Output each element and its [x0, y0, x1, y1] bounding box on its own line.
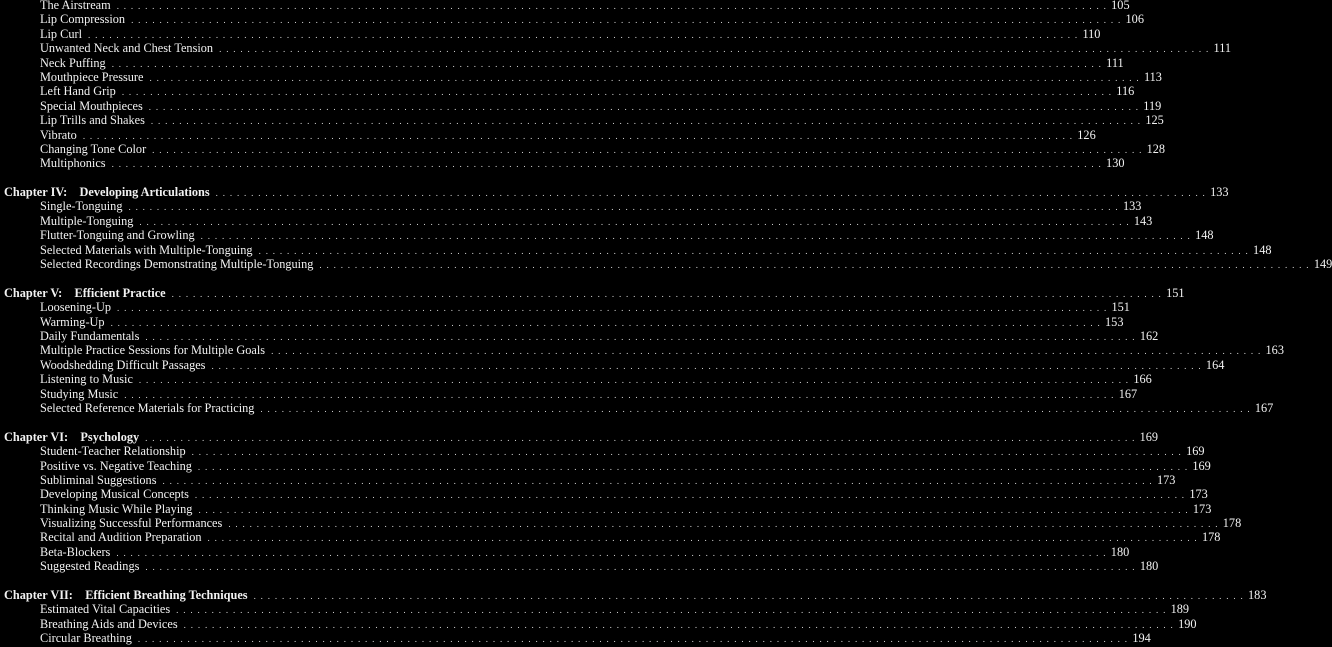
- page-number: 128: [1146, 141, 1166, 156]
- dot-leader: . . . . . . . . . . . . . . . . . . . . . . . . . . . . . . . . . . . . . . . . . . . . . . . . . . . . . . . . . . . . . . . . . . . . . . . . . . . . . . . . . . . . . . . . . . . . . . . . . . . . . . . . . . . . . . . . . . . . . . . . . . . . . . . . . . . . . . . . . . . .: [145, 331, 1136, 342]
- toc-entry-listening-to-music: [4, 372, 1152, 387]
- entry-title: Circular Breathing: [40, 631, 132, 646]
- dot-leader: . . . . . . . . . . . . . . . . . . . . . . . . . . . . . . . . . . . . . . . . . . . . . . . . . . . . . . . . . . . . . . . . . . . . . . . . . . . . . . . . . . . . . . . . . . . . . . . . . . . . . . . . . . . . . . . . . . . . . . . . . . . . . . . . . . . . . . . . . . . .: [176, 605, 1167, 616]
- dot-leader: . . . . . . . . . . . . . . . . . . . . . . . . . . . . . . . . . . . . . . . . . . . . . . . . . . . . . . . . . . . . . . . . . . . . . . . . . . . . . . . . . . . . . . . . . . . . . . . . . . . . . . . . . . . . . . . . . . . . . . . . . . . . . . . . . . . . . . . . . . . .: [145, 562, 1136, 573]
- dot-leader: . . . . . . . . . . . . . . . . . . . . . . . . . . . . . . . . . . . . . . . . . . . . . . . . . . . . . . . . . . . . . . . . . . . . . . . . . . . . . . . . . . . . . . . . . . . . . . . . . . . . . . . . . . . . . . . . . . . . . . . . . . . . . . . . . . . . . . . . . . . .: [110, 317, 1102, 328]
- page-number: 105: [1111, 0, 1130, 12]
- toc-entry-the-airstream: [4, 0, 1130, 12]
- entry-title: Loosening-Up: [40, 300, 112, 315]
- toc-entry-selected-materials-with-multiple-tonguing: [4, 242, 1272, 257]
- entry-title: Special Mouthpieces: [40, 98, 143, 113]
- page-number: 116: [1116, 84, 1135, 99]
- dot-leader: . . . . . . . . . . . . . . . . . . . . . . . . . . . . . . . . . . . . . . . . . . . . . . . . . . . . . . . . . . . . . . . . . . . . . . . . . . . . . . . . . . . . . . . . . . . . . . . . . . . . . . . . . . . . . . . . . . . . . . . . . . . . . . . . . . . . . . . . . . . .: [111, 58, 1103, 69]
- entry-title: Multiple-Tonguing: [40, 213, 134, 228]
- page-number: 166: [1133, 372, 1152, 387]
- entry-title: Left Hand Grip: [40, 84, 116, 99]
- dot-leader: . . . . . . . . . . . . . . . . . . . . . . . . . . . . . . . . . . . . . . . . . . . . . . . . . . . . . . . . . . . . . . . . . . . . . . . . . . . . . . . . . . . . . . . . . . . . . . . . . . . . . . . . . . . . . . . . . . . . . . . . . . . . . . . . . . . . . . . . . . . .: [117, 303, 1108, 314]
- entry-title: Estimated Vital Capacities: [40, 602, 171, 617]
- dot-leader: . . . . . . . . . . . . . . . . . . . . . . . . . . . . . . . . . . . . . . . . . . . . . . . . . . . . . . . . . . . . . . . . . . . . . . . . . . . . . . . . . . . . . . . . . . . . . . . . . . . . . . . . . . . . . . . . . . . . . . . . . . . . . . . . . . . . . . . . . . . .: [219, 44, 1210, 55]
- chapter-heading-chapter-vi-psychology: [4, 429, 1159, 444]
- dot-leader: . . . . . . . . . . . . . . . . . . . . . . . . . . . . . . . . . . . . . . . . . . . . . . . . . . . . . . . . . . . . . . . . . . . . . . . . . . . . . . . . . . . . . . . . . . . . . . . . . . . . . . . . . . . . . . . . . . . . . . . . . . . . . . . . . . . . . . . . . . . .: [253, 591, 1245, 602]
- section-spacer: [4, 171, 464, 185]
- chapter-title: Chapter V: Efficient Practice: [4, 285, 166, 300]
- toc-entry-unwanted-neck-and-chest-tension: [4, 41, 1232, 56]
- dot-leader: . . . . . . . . . . . . . . . . . . . . . . . . . . . . . . . . . . . . . . . . . . . . . . . . . . . . . . . . . . . . . . . . . . . . . . . . . . . . . . . . . . . . . . . . . . . . . . . . . . . . . . . . . . . . . . . . . . . . . . . . . . . . . . . . . . . . . . . . . . . .: [149, 72, 1140, 83]
- page-number: 167: [1254, 400, 1274, 415]
- dot-leader: . . . . . . . . . . . . . . . . . . . . . . . . . . . . . . . . . . . . . . . . . . . . . . . . . . . . . . . . . . . . . . . . . . . . . . . . . . . . . . . . . . . . . . . . . . . . . . . . . . . . . . . . . . . . . . . . . . . . . . . . . . . . . . . . . . . . . . . . . . . .: [137, 634, 1129, 645]
- page-number: 180: [1139, 559, 1159, 574]
- dot-leader: . . . . . . . . . . . . . . . . . . . . . . . . . . . . . . . . . . . . . . . . . . . . . . . . . . . . . . . . . . . . . . . . . . . . . . . . . . . . . . . . . . . . . . . . . . . . . . . . . . . . . . . . . . . . . . . . . . . . . . . . . . . . . . . . . . . . . . . . . . . .: [124, 389, 1115, 400]
- entry-title: Thinking Music While Playing: [40, 501, 193, 516]
- dot-leader: . . . . . . . . . . . . . . . . . . . . . . . . . . . . . . . . . . . . . . . . . . . . . . . . . . . . . . . . . . . . . . . . . . . . . . . . . . . . . . . . . . . . . . . . . . . . . . . . . . . . . . . . . . . . . . . . . . . . . . . . . . . . . . . . . . . . . . . . . . . .: [198, 504, 1189, 515]
- dot-leader: . . . . . . . . . . . . . . . . . . . . . . . . . . . . . . . . . . . . . . . . . . . . . . . . . . . . . . . . . . . . . . . . . . . . . . . . . . . . . . . . . . . . . . . . . . . . . . . . . . . . . . . . . . . . . . . . . . . . . . . . . . . . . . . . . . . . . . . . . . . .: [200, 231, 1192, 242]
- toc-entry-warming-up: [4, 314, 1124, 329]
- dot-leader: . . . . . . . . . . . . . . . . . . . . . . . . . . . . . . . . . . . . . . . . . . . . . . . . . . . . . . . . . . . . . . . . . . . . . . . . . . . . . . . . . . . . . . . . . . . . . . . . . . . . . . . . . . . . . . . . . . . . . . . . . . . . . . . . . . . . . . . . . . . .: [215, 188, 1207, 199]
- dot-leader: . . . . . . . . . . . . . . . . . . . . . . . . . . . . . . . . . . . . . . . . . . . . . . . . . . . . . . . . . . . . . . . . . . . . . . . . . . . . . . . . . . . . . . . . . . . . . . . . . . . . . . . . . . . . . . . . . . . . . . . . . . . . . . . . . . . . . . . . . . . .: [207, 533, 1198, 544]
- page-number: 162: [1139, 328, 1159, 343]
- dot-leader: . . . . . . . . . . . . . . . . . . . . . . . . . . . . . . . . . . . . . . . . . . . . . . . . . . . . . . . . . . . . . . . . . . . . . . . . . . . . . . . . . . . . . . . . . . . . . . . . . . . . . . . . . . . . . . . . . . . . . . . . . . . . . . . . . . . . . . . . . . . .: [191, 447, 1183, 458]
- chapter-title: Chapter VI: Psychology: [4, 429, 140, 444]
- page-number: 113: [1143, 69, 1162, 84]
- page-number: 153: [1105, 314, 1124, 329]
- entry-title: Suggested Readings: [40, 559, 140, 574]
- toc-entry-special-mouthpieces: [4, 98, 1162, 113]
- entry-title: Studying Music: [40, 386, 119, 401]
- toc-entry-mouthpiece-pressure: [4, 69, 1162, 84]
- dot-leader: . . . . . . . . . . . . . . . . . . . . . . . . . . . . . . . . . . . . . . . . . . . . . . . . . . . . . . . . . . . . . . . . . . . . . . . . . . . . . . . . . . . . . . . . . . . . . . . . . . . . . . . . . . . . . . . . . . . . . . . . . . . . . . . . . . . . . . . . . . . .: [128, 202, 1119, 213]
- entry-title: Listening to Music: [40, 372, 133, 387]
- page-number: 169: [1186, 444, 1205, 459]
- page-number: 151: [1111, 300, 1130, 315]
- dot-leader: . . . . . . . . . . . . . . . . . . . . . . . . . . . . . . . . . . . . . . . . . . . . . . . . . . . . . . . . . . . . . . . . . . . . . . . . . . . . . . . . . . . . . . . . . . . . . . . . . . . . . . . . . . . . . . . . . . . . . . . . . . . . . . . . . . . . . . . . . . . .: [319, 260, 1310, 271]
- page-number: 189: [1170, 602, 1190, 617]
- dot-leader: . . . . . . . . . . . . . . . . . . . . . . . . . . . . . . . . . . . . . . . . . . . . . . . . . . . . . . . . . . . . . . . . . . . . . . . . . . . . . . . . . . . . . . . . . . . . . . . . . . . . . . . . . . . . . . . . . . . . . . . . . . . . . . . . . . . . . . . . . . . .: [271, 346, 1262, 357]
- entry-title: Lip Trills and Shakes: [40, 113, 145, 128]
- entry-title: The Airstream: [40, 0, 111, 12]
- toc-entry-developing-musical-concepts: [4, 487, 1208, 502]
- section-spacer: [4, 574, 464, 588]
- dot-leader: . . . . . . . . . . . . . . . . . . . . . . . . . . . . . . . . . . . . . . . . . . . . . . . . . . . . . . . . . . . . . . . . . . . . . . . . . . . . . . . . . . . . . . . . . . . . . . . . . . . . . . . . . . . . . . . . . . . . . . . . . . . . . . . . . . . . . . . . . . . .: [194, 490, 1186, 501]
- toc-entry-multiple-practice-sessions-for-multiple-goals: [4, 343, 1284, 358]
- dot-leader: . . . . . . . . . . . . . . . . . . . . . . . . . . . . . . . . . . . . . . . . . . . . . . . . . . . . . . . . . . . . . . . . . . . . . . . . . . . . . . . . . . . . . . . . . . . . . . . . . . . . . . . . . . . . . . . . . . . . . . . . . . . . . . . . . . . . . . . . . . . .: [162, 475, 1153, 486]
- toc-entry-multiple-tonguing: [4, 213, 1153, 228]
- toc-entry-woodshedding-difficult-passages: [4, 357, 1225, 372]
- dot-leader: . . . . . . . . . . . . . . . . . . . . . . . . . . . . . . . . . . . . . . . . . . . . . . . . . . . . . . . . . . . . . . . . . . . . . . . . . . . . . . . . . . . . . . . . . . . . . . . . . . . . . . . . . . . . . . . . . . . . . . . . . . . . . . . . . . . . . . . . . . . .: [148, 101, 1140, 112]
- page-number: 125: [1145, 113, 1164, 128]
- page-number: 133: [1210, 185, 1229, 200]
- toc-entry-lip-trills-and-shakes: [4, 113, 1164, 128]
- entry-title: Warming-Up: [40, 314, 105, 329]
- toc-entry-thinking-music-while-playing: [4, 501, 1212, 516]
- toc-entry-multiphonics: [4, 156, 1125, 171]
- page-number: 178: [1201, 530, 1221, 545]
- toc-entry-flutter-tonguing-and-growling: [4, 228, 1214, 243]
- page-number: 148: [1195, 228, 1214, 243]
- page-number: 126: [1077, 127, 1096, 142]
- page-number: 111: [1106, 55, 1124, 70]
- entry-title: Neck Puffing: [40, 55, 106, 70]
- page-number: 111: [1213, 41, 1232, 56]
- entry-title: Unwanted Neck and Chest Tension: [40, 41, 214, 56]
- toc-entry-estimated-vital-capacities: [4, 602, 1190, 617]
- page-number: 173: [1189, 487, 1208, 502]
- toc-entry-selected-reference-materials-for-practicing: [4, 400, 1274, 415]
- entry-title: Selected Reference Materials for Practicing: [40, 400, 255, 415]
- toc-entry-left-hand-grip: [4, 84, 1135, 99]
- page-number: 178: [1222, 516, 1242, 531]
- entry-title: Daily Fundamentals: [40, 328, 140, 343]
- toc-entry-subliminal-suggestions: [4, 472, 1176, 487]
- dot-leader: . . . . . . . . . . . . . . . . . . . . . . . . . . . . . . . . . . . . . . . . . . . . . . . . . . . . . . . . . . . . . . . . . . . . . . . . . . . . . . . . . . . . . . . . . . . . . . . . . . . . . . . . . . . . . . . . . . . . . . . . . . . . . . . . . . . . . . . . . . . .: [116, 1, 1108, 11]
- entry-title: Selected Materials with Multiple-Tonguing: [40, 242, 253, 257]
- dot-leader: . . . . . . . . . . . . . . . . . . . . . . . . . . . . . . . . . . . . . . . . . . . . . . . . . . . . . . . . . . . . . . . . . . . . . . . . . . . . . . . . . . . . . . . . . . . . . . . . . . . . . . . . . . . . . . . . . . . . . . . . . . . . . . . . . . . . . . . . . . . .: [88, 29, 1079, 40]
- toc-entry-neck-puffing: [4, 55, 1124, 70]
- entry-title: Student-Teacher Relationship: [40, 444, 186, 459]
- dot-leader: . . . . . . . . . . . . . . . . . . . . . . . . . . . . . . . . . . . . . . . . . . . . . . . . . . . . . . . . . . . . . . . . . . . . . . . . . . . . . . . . . . . . . . . . . . . . . . . . . . . . . . . . . . . . . . . . . . . . . . . . . . . . . . . . . . . . . . . . . . . .: [138, 375, 1130, 386]
- entry-title: Multiphonics: [40, 156, 106, 171]
- page-number: 149: [1313, 257, 1332, 272]
- entry-title: Subliminal Suggestions: [40, 472, 157, 487]
- toc-entry-breathing-aids-and-devices: [4, 616, 1197, 631]
- dot-leader: . . . . . . . . . . . . . . . . . . . . . . . . . . . . . . . . . . . . . . . . . . . . . . . . . . . . . . . . . . . . . . . . . . . . . . . . . . . . . . . . . . . . . . . . . . . . . . . . . . . . . . . . . . . . . . . . . . . . . . . . . . . . . . . . . . . . . . . . . . . .: [82, 130, 1074, 141]
- chapter-title: Chapter IV: Developing Articulations: [4, 185, 210, 200]
- entry-title: Recital and Audition Preparation: [40, 530, 202, 545]
- toc-entry-positive-vs-negative-teaching: [4, 458, 1211, 473]
- dot-leader: . . . . . . . . . . . . . . . . . . . . . . . . . . . . . . . . . . . . . . . . . . . . . . . . . . . . . . . . . . . . . . . . . . . . . . . . . . . . . . . . . . . . . . . . . . . . . . . . . . . . . . . . . . . . . . . . . . . . . . . . . . . . . . . . . . . . . . . . . . . .: [260, 403, 1251, 414]
- dot-leader: . . . . . . . . . . . . . . . . . . . . . . . . . . . . . . . . . . . . . . . . . . . . . . . . . . . . . . . . . . . . . . . . . . . . . . . . . . . . . . . . . . . . . . . . . . . . . . . . . . . . . . . . . . . . . . . . . . . . . . . . . . . . . . . . . . . . . . . . . . . .: [150, 116, 1142, 127]
- page-number: 169: [1139, 429, 1159, 444]
- section-spacer: [4, 415, 464, 429]
- dot-leader: . . . . . . . . . . . . . . . . . . . . . . . . . . . . . . . . . . . . . . . . . . . . . . . . . . . . . . . . . . . . . . . . . . . . . . . . . . . . . . . . . . . . . . . . . . . . . . . . . . . . . . . . . . . . . . . . . . . . . . . . . . . . . . . . . . . . . . . . . . . .: [211, 360, 1202, 371]
- entry-title: Flutter-Tonguing and Growling: [40, 228, 195, 243]
- page-number: 164: [1205, 357, 1225, 372]
- page-number: 173: [1156, 472, 1176, 487]
- entry-title: Vibrato: [40, 127, 77, 142]
- table-of-contents: [4, 0, 1332, 646]
- toc-entry-beta-blockers: [4, 544, 1130, 559]
- toc-entry-changing-tone-color: [4, 141, 1166, 156]
- toc-entry-lip-curl: [4, 26, 1101, 41]
- entry-title: Lip Curl: [40, 26, 83, 41]
- toc-entry-recital-and-audition-preparation: [4, 530, 1221, 545]
- page-number: 173: [1192, 501, 1212, 516]
- entry-title: Selected Recordings Demonstrating Multiple-Tonguing: [40, 257, 314, 272]
- toc-entry-studying-music: [4, 386, 1138, 401]
- dot-leader: . . . . . . . . . . . . . . . . . . . . . . . . . . . . . . . . . . . . . . . . . . . . . . . . . . . . . . . . . . . . . . . . . . . . . . . . . . . . . . . . . . . . . . . . . . . . . . . . . . . . . . . . . . . . . . . . . . . . . . . . . . . . . . . . . . . . . . . . . . . .: [111, 159, 1103, 170]
- entry-title: Positive vs. Negative Teaching: [40, 458, 192, 473]
- page-number: 180: [1110, 544, 1130, 559]
- toc-entry-student-teacher-relationship: [4, 444, 1205, 459]
- page-number: 194: [1132, 631, 1151, 646]
- dot-leader: . . . . . . . . . . . . . . . . . . . . . . . . . . . . . . . . . . . . . . . . . . . . . . . . . . . . . . . . . . . . . . . . . . . . . . . . . . . . . . . . . . . . . . . . . . . . . . . . . . . . . . . . . . . . . . . . . . . . . . . . . . . . . . . . . . . . . . . . . . . .: [152, 144, 1143, 155]
- chapter-heading-chapter-iv-developing-articulations: [4, 185, 1229, 200]
- entry-title: Single-Tonguing: [40, 199, 123, 214]
- dot-leader: . . . . . . . . . . . . . . . . . . . . . . . . . . . . . . . . . . . . . . . . . . . . . . . . . . . . . . . . . . . . . . . . . . . . . . . . . . . . . . . . . . . . . . . . . . . . . . . . . . . . . . . . . . . . . . . . . . . . . . . . . . . . . . . . . . . . . . . . . . . .: [183, 619, 1175, 630]
- chapter-heading-chapter-vii-efficient-breathing-techniques: [4, 588, 1267, 603]
- dot-leader: . . . . . . . . . . . . . . . . . . . . . . . . . . . . . . . . . . . . . . . . . . . . . . . . . . . . . . . . . . . . . . . . . . . . . . . . . . . . . . . . . . . . . . . . . . . . . . . . . . . . . . . . . . . . . . . . . . . . . . . . . . . . . . . . . . . . . . . . . . . .: [171, 288, 1163, 299]
- section-spacer: [4, 271, 464, 285]
- page-number: 169: [1192, 458, 1211, 473]
- dot-leader: . . . . . . . . . . . . . . . . . . . . . . . . . . . . . . . . . . . . . . . . . . . . . . . . . . . . . . . . . . . . . . . . . . . . . . . . . . . . . . . . . . . . . . . . . . . . . . . . . . . . . . . . . . . . . . . . . . . . . . . . . . . . . . . . . . . . . . . . . . . .: [197, 461, 1189, 472]
- entry-title: Developing Musical Concepts: [40, 487, 189, 502]
- toc-entry-circular-breathing: [4, 631, 1151, 646]
- entry-title: Multiple Practice Sessions for Multiple Goals: [40, 343, 266, 358]
- entry-title: Lip Compression: [40, 12, 126, 27]
- dot-leader: . . . . . . . . . . . . . . . . . . . . . . . . . . . . . . . . . . . . . . . . . . . . . . . . . . . . . . . . . . . . . . . . . . . . . . . . . . . . . . . . . . . . . . . . . . . . . . . . . . . . . . . . . . . . . . . . . . . . . . . . . . . . . . . . . . . . . . . . . . . .: [258, 245, 1250, 256]
- entry-title: Woodshedding Difficult Passages: [40, 357, 206, 372]
- page-number: 143: [1133, 213, 1153, 228]
- toc-entry-visualizing-successful-performances: [4, 516, 1242, 531]
- toc-entry-loosening-up: [4, 300, 1130, 315]
- entry-title: Changing Tone Color: [40, 141, 147, 156]
- dot-leader: . . . . . . . . . . . . . . . . . . . . . . . . . . . . . . . . . . . . . . . . . . . . . . . . . . . . . . . . . . . . . . . . . . . . . . . . . . . . . . . . . . . . . . . . . . . . . . . . . . . . . . . . . . . . . . . . . . . . . . . . . . . . . . . . . . . . . . . . . . . .: [145, 432, 1136, 443]
- chapter-heading-chapter-v-efficient-practice: [4, 285, 1185, 300]
- dot-leader: . . . . . . . . . . . . . . . . . . . . . . . . . . . . . . . . . . . . . . . . . . . . . . . . . . . . . . . . . . . . . . . . . . . . . . . . . . . . . . . . . . . . . . . . . . . . . . . . . . . . . . . . . . . . . . . . . . . . . . . . . . . . . . . . . . . . . . . . . . . .: [121, 87, 1113, 98]
- toc-entry-suggested-readings: [4, 559, 1159, 574]
- page-number: 110: [1082, 26, 1101, 41]
- toc-entry-selected-recordings-demonstrating-multiple-tonguing: [4, 257, 1332, 272]
- page-number: 167: [1118, 386, 1138, 401]
- page-number: 183: [1248, 588, 1267, 603]
- entry-title: Mouthpiece Pressure: [40, 69, 144, 84]
- dot-leader: . . . . . . . . . . . . . . . . . . . . . . . . . . . . . . . . . . . . . . . . . . . . . . . . . . . . . . . . . . . . . . . . . . . . . . . . . . . . . . . . . . . . . . . . . . . . . . . . . . . . . . . . . . . . . . . . . . . . . . . . . . . . . . . . . . . . . . . . . . . .: [116, 547, 1107, 558]
- page-number: 130: [1106, 156, 1125, 171]
- chapter-title: Chapter VII: Efficient Breathing Techniques: [4, 588, 248, 603]
- dot-leader: . . . . . . . . . . . . . . . . . . . . . . . . . . . . . . . . . . . . . . . . . . . . . . . . . . . . . . . . . . . . . . . . . . . . . . . . . . . . . . . . . . . . . . . . . . . . . . . . . . . . . . . . . . . . . . . . . . . . . . . . . . . . . . . . . . . . . . . . . . . .: [131, 15, 1122, 26]
- toc-entry-single-tonguing: [4, 199, 1142, 214]
- page-number: 106: [1125, 12, 1144, 27]
- dot-leader: . . . . . . . . . . . . . . . . . . . . . . . . . . . . . . . . . . . . . . . . . . . . . . . . . . . . . . . . . . . . . . . . . . . . . . . . . . . . . . . . . . . . . . . . . . . . . . . . . . . . . . . . . . . . . . . . . . . . . . . . . . . . . . . . . . . . . . . . . . . .: [139, 216, 1130, 227]
- entry-title: Visualizing Successful Performances: [40, 516, 223, 531]
- page-number: 133: [1122, 199, 1142, 214]
- toc-entry-daily-fundamentals: [4, 328, 1159, 343]
- toc-entry-vibrato: [4, 127, 1096, 142]
- toc-entry-lip-compression: [4, 12, 1144, 27]
- page-number: 163: [1265, 343, 1284, 358]
- page-number: 148: [1253, 242, 1272, 257]
- entry-title: Breathing Aids and Devices: [40, 616, 178, 631]
- page-number: 151: [1166, 285, 1185, 300]
- dot-leader: . . . . . . . . . . . . . . . . . . . . . . . . . . . . . . . . . . . . . . . . . . . . . . . . . . . . . . . . . . . . . . . . . . . . . . . . . . . . . . . . . . . . . . . . . . . . . . . . . . . . . . . . . . . . . . . . . . . . . . . . . . . . . . . . . . . . . . . . . . . .: [228, 519, 1219, 530]
- page-number: 119: [1143, 98, 1162, 113]
- entry-title: Beta-Blockers: [40, 544, 111, 559]
- page-number: 190: [1178, 616, 1197, 631]
